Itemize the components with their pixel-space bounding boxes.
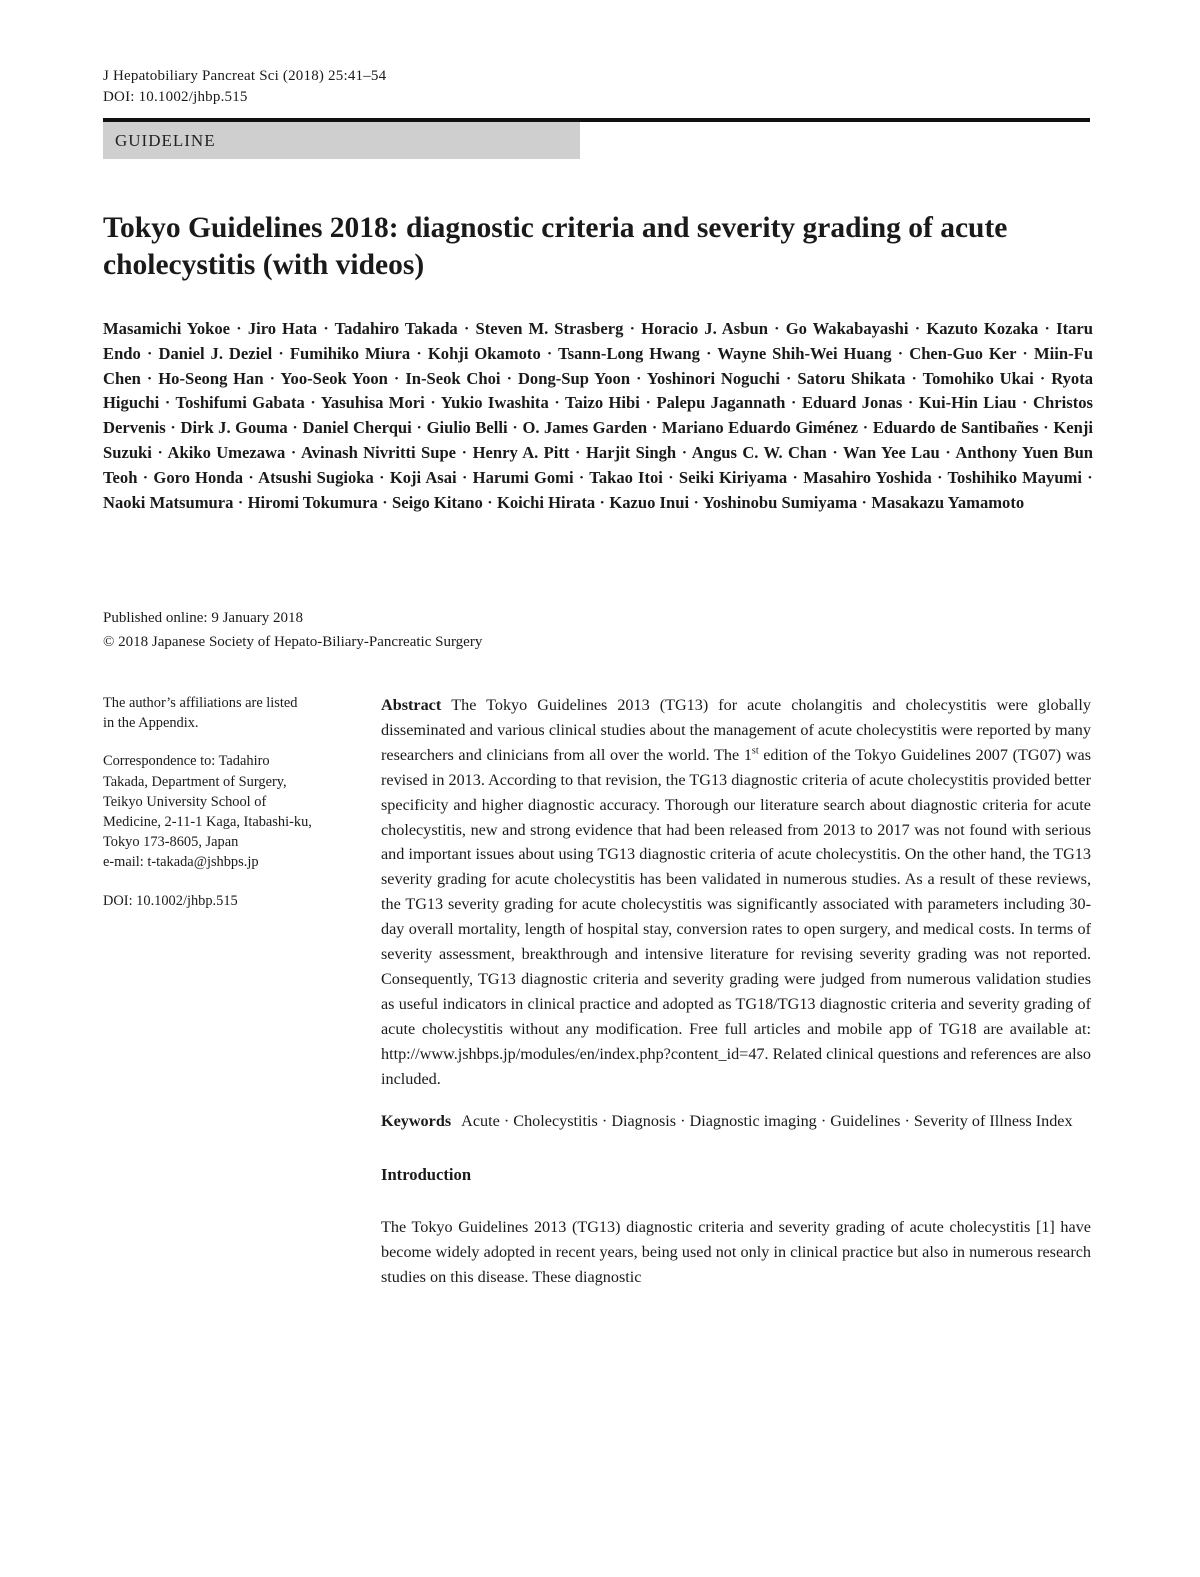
journal-doi: DOI: 10.1002/jhbp.515 — [103, 89, 248, 105]
section-label: GUIDELINE — [115, 131, 216, 150]
author-name: Naoki Matsumura — [103, 492, 234, 512]
author-name: Ryota Higuchi — [103, 368, 1094, 413]
author-name: Eduardo de Santibañes — [872, 418, 1039, 438]
abstract-text-1: The Tokyo Guidelines 2013 (TG13) for acute cholangitis and cholecystitis were globally disseminated and various clinical studies about the management of acute cholecystitis were reported by many researchers and clinicians from all over the world. The 1 — [381, 696, 1091, 764]
keywords — [381, 1109, 1091, 1134]
author-name: Yoo-Seok Yoon — [280, 368, 388, 388]
author-name: Akiko Umezawa — [167, 442, 286, 462]
author-separator-bullet: • — [915, 323, 920, 335]
section-label-band — [103, 122, 580, 159]
author-name: Seiki Kiriyama — [678, 467, 788, 487]
correspondence-note — [103, 751, 353, 872]
author-separator-bullet: • — [908, 397, 913, 410]
author-name: Taizo Hibi — [565, 393, 640, 413]
author-separator-bullet: • — [311, 397, 315, 410]
author-name: Christos Dervenis — [103, 393, 1093, 438]
author-name: Kenji Suzuki — [103, 418, 1094, 462]
author-separator-bullet: • — [291, 446, 296, 459]
article-title: Tokyo Guidelines 2018: diagnostic criteria and severity grading of acute cholecystitis (with videos) — [103, 212, 1008, 281]
author-separator-bullet: • — [394, 372, 399, 385]
author-separator-bullet: • — [1088, 471, 1092, 484]
author-name: Yoshinobu Sumiyama — [702, 492, 858, 512]
author-separator-bullet: • — [1023, 347, 1028, 360]
note-line: e-mail: t-takada@jshbps.jp — [103, 854, 259, 871]
keywords-label: Keywords — [381, 1111, 452, 1130]
author-name: Daniel Cherqui — [302, 418, 412, 438]
author-name: Toshifumi Gabata — [175, 393, 305, 413]
author-separator-bullet: • — [1045, 323, 1050, 335]
author-separator-bullet: • — [165, 397, 170, 410]
abstract — [381, 693, 1091, 1092]
author-name: Angus C. W. Chan — [691, 442, 827, 462]
author-name: Tsann-Long Hwang — [558, 343, 700, 363]
author-name: Masamichi Yokoe — [103, 319, 231, 338]
author-separator-bullet: • — [382, 496, 387, 509]
journal-reference — [103, 66, 386, 108]
author-name: Masahiro Yoshida — [803, 467, 932, 487]
author-separator-bullet: • — [898, 347, 903, 360]
author-name: Giulio Belli — [426, 418, 508, 438]
author-separator-bullet: • — [946, 446, 950, 459]
author-name: Miin-Fu Chen — [103, 343, 1093, 388]
author-separator-bullet: • — [147, 372, 152, 385]
affiliation-note — [103, 693, 353, 733]
author-separator-bullet: • — [694, 496, 699, 509]
author-name: O. James Garden — [522, 418, 648, 438]
author-separator-bullet: • — [158, 446, 163, 459]
note-line: The author’s affiliations are listed — [103, 695, 298, 711]
keyword: Acute — [461, 1111, 500, 1130]
author-name: Wan Yee Lau — [843, 442, 940, 462]
author-separator-bullet: • — [171, 422, 176, 435]
author-separator-bullet: • — [912, 372, 917, 385]
abstract-text-2: edition of the Tokyo Guidelines 2007 (TG07) was revised in 2013. According to that revision, the TG13 diagnostic criteria of acute cholecystitis provided better specificity and higher diagnostic accuracy. Thorough our literature search about diagnostic criteria for acute cholecystitis, new and strong evidence that had been released from 2013 to 2017 was not found with serious and important issues about using TG13 diagnostic criteria of acute cholecystitis. On the other hand, the TG13 severity grading for acute cholecystitis has been validated in numerous studies. As a result of these reviews, the TG13 severity grading for acute cholecystitis was significantly associated with parameters including 30-day overall mortality, length of hospital stay, conversion rates to open surgery, and medical costs. In terms of severity assessment, breakthrough and intensive literature for revising severity grading was not reported. Consequently, TG13 diagnostic criteria and severity grading were judged from numerous validation studies as useful indicators in clinical practice and adopted as TG18/TG13 diagnostic criteria and severity grading of acute cholecystitis without any modification. Free full articles and mobile app of TG18 are available at: http://www.jshbps.jp/modules/en/index.php?content_id=47. Related clinical questions and references are also included. — [381, 745, 1091, 1088]
introduction-text: The Tokyo Guidelines 2013 (TG13) diagnostic criteria and severity grading of acute cholecystitis [1] have become widely adopted in recent years, being used not only in clinical practice but also in numerous research studies on this disease. These diagnostic — [381, 1218, 1091, 1287]
author-name: Yoshinori Noguchi — [646, 368, 780, 388]
abstract-label: Abstract — [381, 696, 442, 714]
author-name: In-Seok Choi — [405, 368, 501, 388]
author-list — [103, 317, 1093, 515]
note-line: Takada, Department of Surgery, — [103, 773, 287, 790]
keywords-list: Acute · Cholecystitis · Diagnosis · Diagnostic imaging · Guidelines · Severity of Illness Index — [461, 1111, 1073, 1130]
author-name: Tomohiko Ukai — [922, 368, 1034, 388]
author-name: Seigo Kitano — [391, 492, 483, 512]
author-separator-bullet: • — [937, 471, 942, 484]
author-separator-bullet: • — [555, 397, 559, 410]
author-separator-bullet: • — [547, 347, 552, 360]
author-separator-bullet: • — [249, 471, 253, 484]
author-separator-bullet: • — [774, 323, 779, 335]
keyword: Severity of Illness Index — [913, 1111, 1073, 1130]
main-column — [381, 693, 1091, 1290]
author-separator-bullet: • — [487, 496, 492, 509]
author-name: Palepu Jagannath — [656, 393, 786, 413]
author-separator-bullet: • — [417, 422, 422, 435]
author-name: Dirk J. Gouma — [180, 418, 288, 438]
author-separator-bullet: • — [786, 372, 791, 385]
introduction-heading: Introduction — [381, 1165, 472, 1185]
author-separator-bullet: • — [513, 422, 517, 435]
author-name: Kui-Hin Liau — [918, 393, 1017, 413]
author-name: Tadahiro Takada — [334, 319, 458, 338]
author-separator-bullet: • — [579, 471, 584, 484]
author-name: Daniel J. Deziel — [158, 343, 273, 363]
author-separator-bullet: • — [379, 471, 384, 484]
author-name: Kazuo Inui — [609, 492, 690, 512]
author-separator-bullet: • — [630, 323, 635, 335]
author-separator-bullet: • — [462, 446, 467, 459]
sidebar-doi: DOI: 10.1002/jhbp.515 — [103, 892, 238, 909]
journal-citation: J Hepatobiliary Pancreat Sci (2018) 25:41–54 — [103, 68, 387, 84]
author-separator-bullet: • — [464, 323, 469, 335]
author-separator-bullet: • — [237, 323, 241, 335]
author-name: Koichi Hirata — [496, 492, 596, 512]
note-line: Correspondence to: Tadahiro — [103, 753, 270, 770]
author-name: Anthony Yuen Bun Teoh — [103, 442, 1094, 487]
author-name: Dong-Sup Yoon — [517, 368, 631, 388]
author-separator-bullet: • — [431, 397, 435, 410]
author-name: Atsushi Sugioka — [258, 467, 374, 487]
author-separator-bullet: • — [279, 347, 283, 360]
keyword: Diagnosis — [611, 1111, 677, 1130]
author-separator-bullet: • — [324, 323, 328, 335]
author-separator-bullet: • — [862, 496, 867, 509]
author-separator-bullet: • — [600, 496, 605, 509]
author-name: Kazuto Kozaka — [926, 319, 1039, 338]
author-name: Harjit Singh — [586, 442, 677, 462]
author-separator-bullet: • — [270, 372, 275, 385]
keyword: Diagnostic imaging — [689, 1111, 817, 1130]
author-name: Goro Honda — [153, 467, 244, 487]
abstract-superscript: st — [751, 745, 759, 757]
author-separator-bullet: • — [793, 471, 798, 484]
author-name: Koji Asai — [389, 467, 457, 487]
author-name: Takao Itoi — [589, 467, 663, 487]
author-name: Go Wakabayashi — [785, 319, 909, 338]
copyright-notice: © 2018 Japanese Society of Hepato-Biliary-Pancreatic Surgery — [103, 634, 483, 650]
note-line: Tokyo 173-8605, Japan — [103, 834, 239, 851]
note-line: Medicine, 2-11-1 Kaga, Itabashi-ku, — [103, 814, 312, 831]
author-separator-bullet: • — [791, 397, 796, 410]
author-name: Kohji Okamoto — [427, 343, 541, 363]
author-name: Satoru Shikata — [797, 368, 906, 388]
author-separator-bullet: • — [682, 446, 687, 459]
note-line: Teikyo University School of — [103, 793, 267, 810]
author-name: Steven M. Strasberg — [475, 319, 624, 338]
author-name: Hiromi Tokumura — [247, 492, 378, 512]
author-name: Wayne Shih-Wei Huang — [717, 343, 892, 363]
author-name: Fumihiko Miura — [289, 343, 411, 363]
author-separator-bullet: • — [646, 397, 651, 410]
author-name: Itaru Endo — [103, 319, 1093, 363]
author-name: Eduard Jonas — [801, 393, 903, 413]
author-separator-bullet: • — [462, 471, 467, 484]
author-name: Yasuhisa Mori — [320, 393, 425, 413]
author-separator-bullet: • — [1022, 397, 1027, 410]
sidebar-notes — [103, 693, 353, 929]
author-separator-bullet: • — [833, 446, 837, 459]
author-separator-bullet: • — [706, 347, 711, 360]
author-name: Henry A. Pitt — [472, 442, 570, 462]
author-name: Masakazu Yamamoto — [871, 492, 1025, 512]
author-separator-bullet: • — [147, 347, 152, 360]
author-name: Jiro Hata — [247, 319, 318, 338]
note-line: in the Appendix. — [103, 715, 199, 732]
author-separator-bullet: • — [636, 372, 641, 385]
author-name: Ho-Seong Han — [158, 368, 264, 388]
author-name: Mariano Eduardo Giménez — [661, 418, 858, 438]
author-separator-bullet: • — [652, 422, 657, 435]
author-separator-bullet: • — [238, 496, 243, 509]
author-name: Harumi Gomi — [472, 467, 574, 487]
author-separator-bullet: • — [143, 471, 148, 484]
author-separator-bullet: • — [668, 471, 673, 484]
keyword: Guidelines — [830, 1111, 901, 1130]
author-separator-bullet: • — [507, 372, 512, 385]
published-date: Published online: 9 January 2018 — [103, 610, 303, 626]
author-separator-bullet: • — [1040, 372, 1045, 385]
author-name: Horacio J. Asbun — [641, 319, 768, 338]
author-separator-bullet: • — [417, 347, 421, 360]
author-name: Chen-Guo Ker — [909, 343, 1017, 363]
author-separator-bullet: • — [575, 446, 580, 459]
author-separator-bullet: • — [863, 422, 868, 435]
keyword: Cholecystitis — [513, 1111, 598, 1130]
author-name: Toshihiko Mayumi — [947, 467, 1082, 487]
author-name: Yukio Iwashita — [440, 393, 549, 413]
publication-info — [103, 606, 482, 654]
author-separator-bullet: • — [1044, 422, 1048, 435]
author-name: Avinash Nivritti Supe — [300, 442, 457, 462]
author-separator-bullet: • — [293, 422, 297, 435]
